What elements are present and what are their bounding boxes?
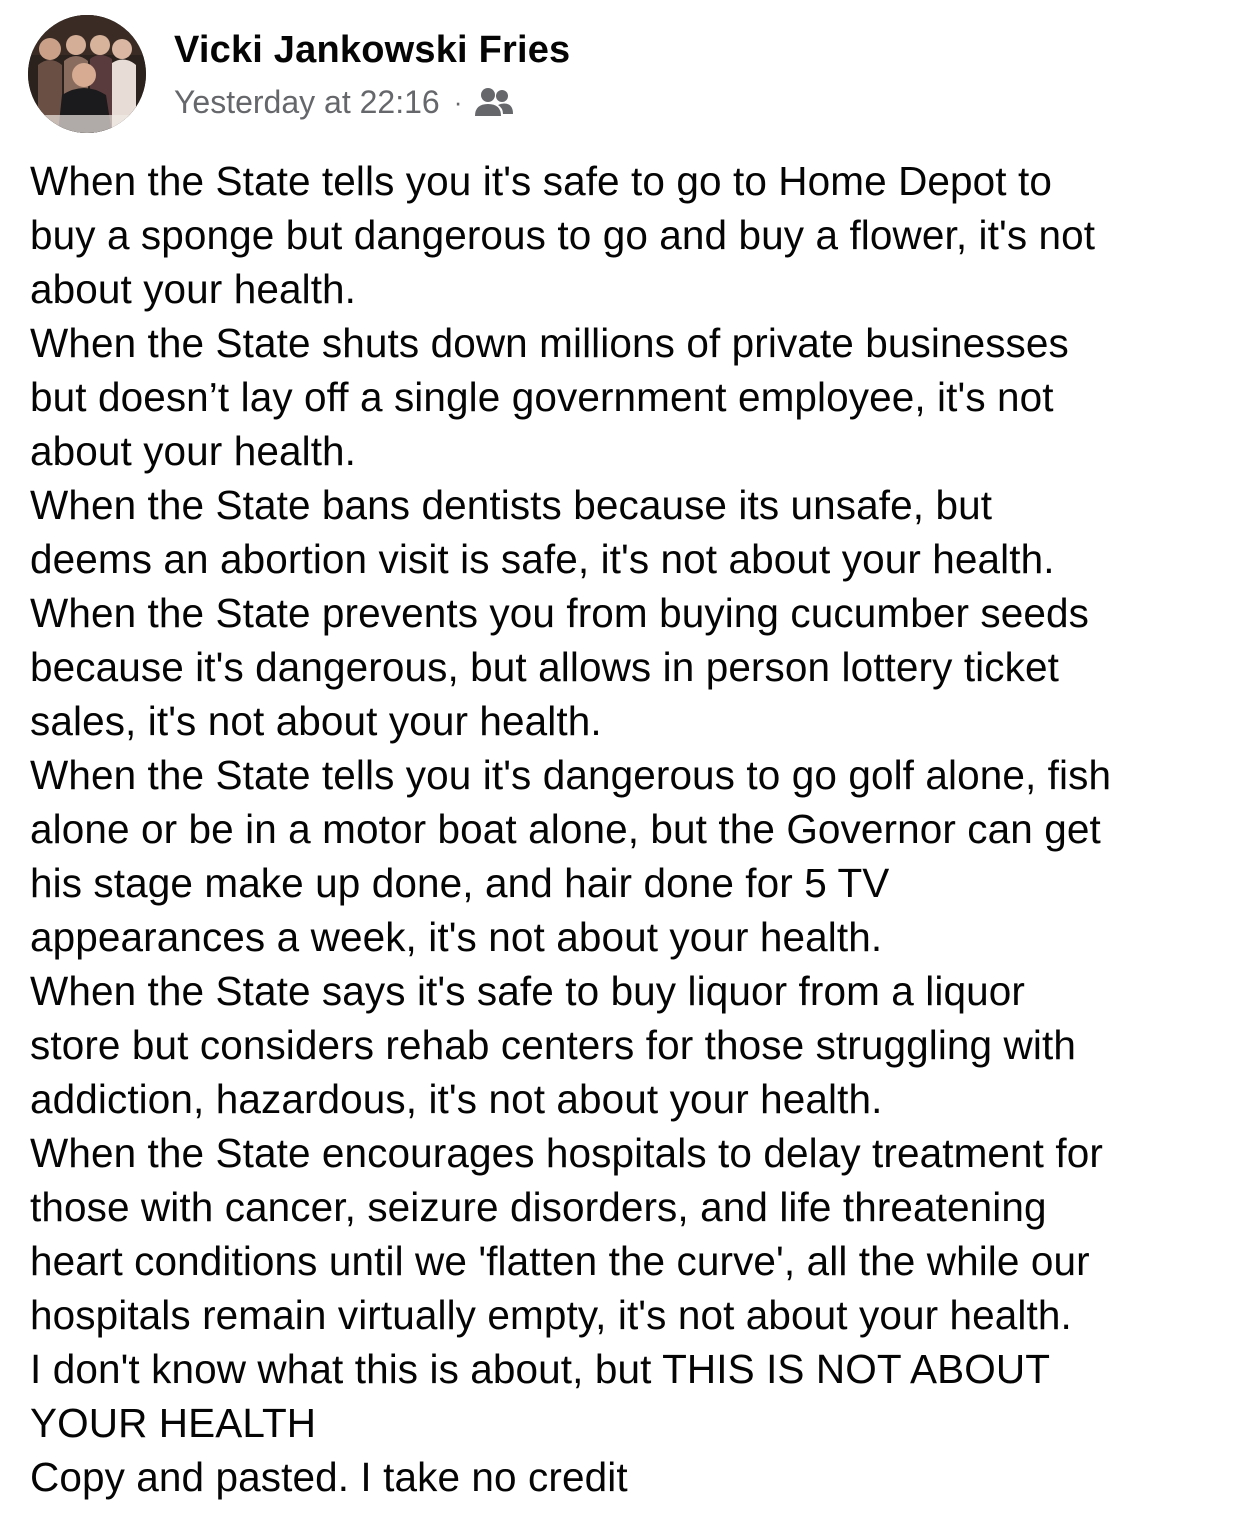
post-text-line: because it's dangerous, but allows in person lottery ticket <box>30 644 1059 690</box>
post-text-line: Copy and pasted. I take no credit <box>30 1454 628 1500</box>
post-text-line: hospitals remain virtually empty, it's not about your health. <box>30 1292 1072 1338</box>
post-text-line: sales, it's not about your health. <box>30 698 602 744</box>
avatar-photo <box>28 15 146 133</box>
post-text-line: but doesn’t lay off a single government employee, it's not <box>30 374 1054 420</box>
post-text-line: When the State tells you it's dangerous to go golf alone, fish <box>30 752 1112 798</box>
post-subline <box>174 83 570 121</box>
post-text-line: about your health. <box>30 266 357 312</box>
post-text-line: When the State tells you it's safe to go to Home Depot to <box>30 158 1052 204</box>
post-text-line: buy a sponge but dangerous to go and buy a flower, it's not <box>30 212 1096 258</box>
post-timestamp[interactable]: Yesterday at 22:16 <box>174 84 440 120</box>
post-text-line: those with cancer, seizure disorders, and life threatening <box>30 1184 1047 1230</box>
separator-dot: · <box>453 87 463 117</box>
post-text-line: When the State bans dentists because its unsafe, but <box>30 482 993 528</box>
post-text-line: I don't know what this is about, but THIS IS NOT ABOUT <box>30 1346 1051 1392</box>
post-text-line: about your health. <box>30 428 357 474</box>
post-text-line: When the State shuts down millions of private businesses <box>30 320 1069 366</box>
post-text-line: deems an abortion visit is safe, it's not about your health. <box>30 536 1055 582</box>
post-text-line: When the State encourages hospitals to delay treatment for <box>30 1130 1103 1176</box>
post-text-line: When the State says it's safe to buy liquor from a liquor <box>30 968 1025 1014</box>
friends-icon[interactable] <box>474 86 514 118</box>
post-text-line: alone or be in a motor boat alone, but the Governor can get <box>30 806 1101 852</box>
author-name[interactable]: Vicki Jankowski Fries <box>174 29 571 71</box>
avatar[interactable] <box>28 15 146 133</box>
post-text-line: appearances a week, it's not about your health. <box>30 914 883 960</box>
post-text-line: YOUR HEALTH <box>30 1400 317 1446</box>
post-text-line: heart conditions until we 'flatten the curve', all the while our <box>30 1238 1090 1284</box>
post-text-line: store but considers rehab centers for those struggling with <box>30 1022 1076 1068</box>
post-text-line: When the State prevents you from buying cucumber seeds <box>30 590 1089 636</box>
post-header <box>28 14 570 134</box>
post-text <box>30 154 1215 1504</box>
post-meta <box>174 15 570 133</box>
post-text-line: addiction, hazardous, it's not about your health. <box>30 1076 883 1122</box>
post-text-line: his stage make up done, and hair done for 5 TV <box>30 860 890 906</box>
